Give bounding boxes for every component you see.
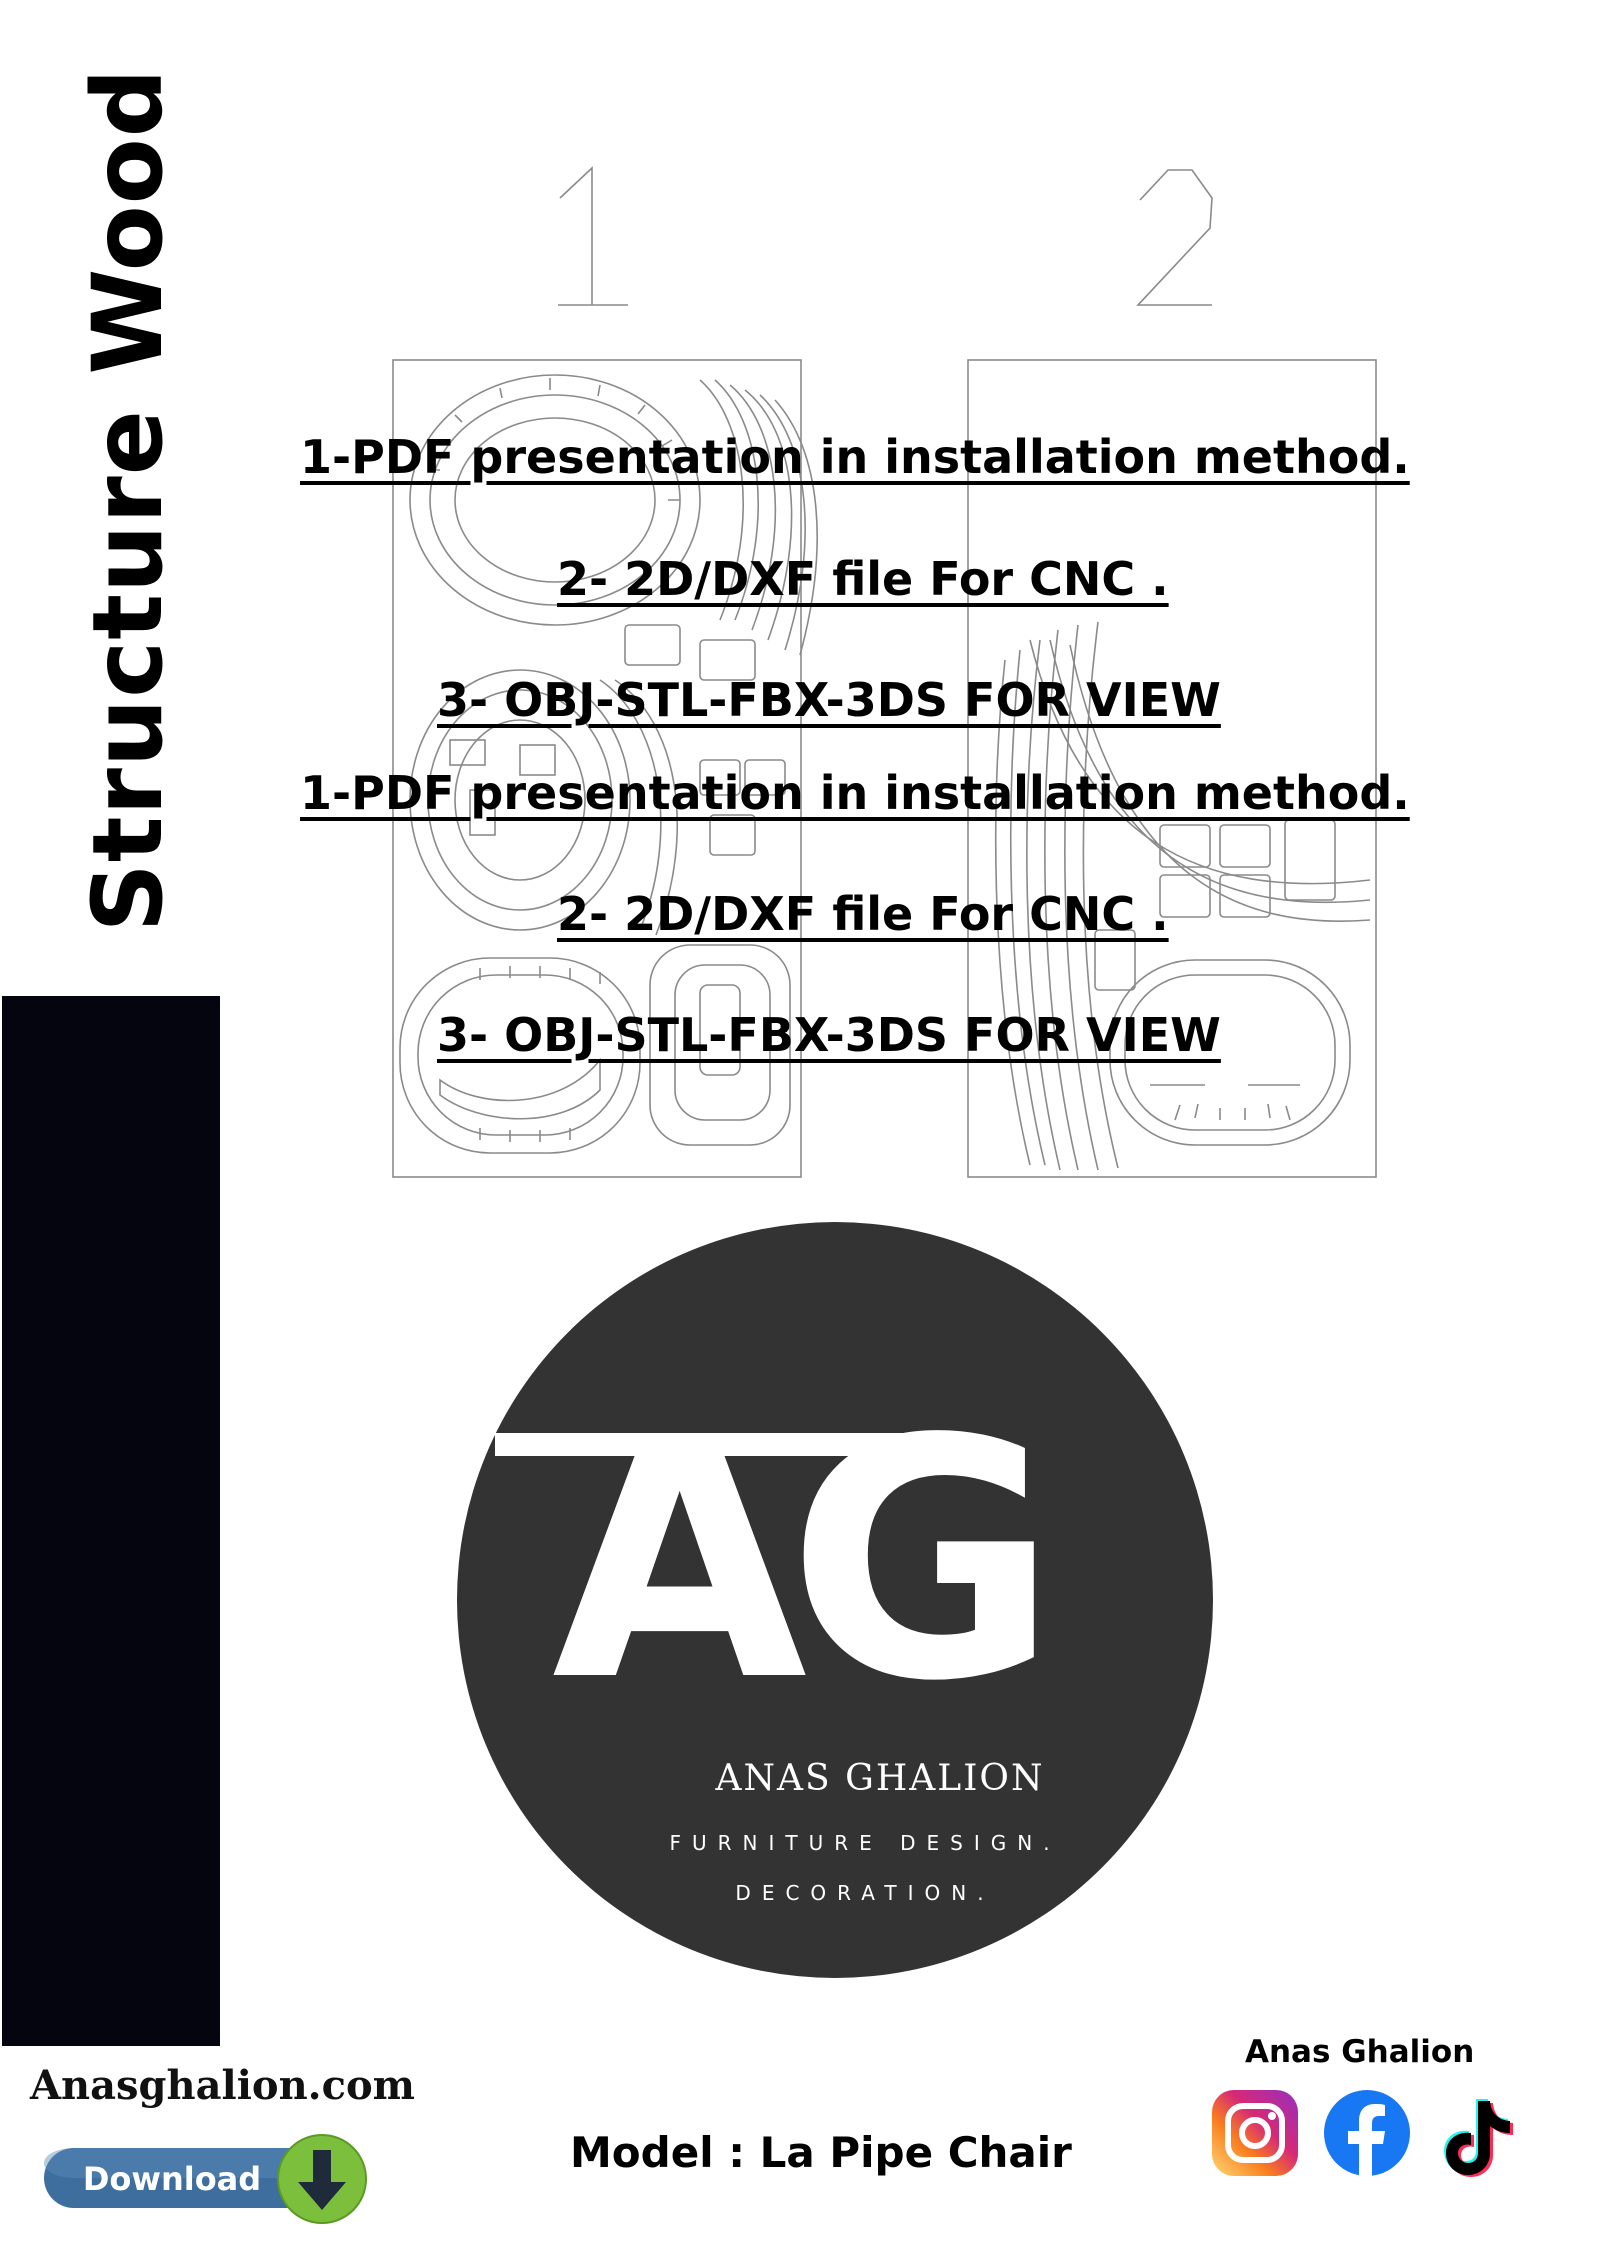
feature-line-2-repeat: 2- 2D/DXF file For CNC .: [557, 887, 1169, 941]
model-name: Model : La Pipe Chair: [570, 2128, 1072, 2177]
logo-tagline-2: DECORATION.: [735, 1881, 995, 1905]
logo-name: ANAS GHALION: [715, 1758, 1045, 1799]
download-button[interactable]: [42, 2132, 370, 2227]
sheet-number-2: [1138, 170, 1212, 305]
brand-logo: [455, 1220, 1215, 1980]
website-link[interactable]: Anasghalion.com: [30, 2062, 415, 2109]
tiktok-icon[interactable]: [1428, 2088, 1518, 2178]
feature-line-1: 1-PDF presentation in installation method.: [300, 430, 1410, 484]
side-title: Structure Wood: [72, 67, 184, 933]
feature-line-3: 3- OBJ-STL-FBX-3DS FOR VIEW: [437, 673, 1221, 727]
download-arrow-icon: [278, 2135, 366, 2223]
sheet-number-1: [558, 168, 628, 305]
side-title-area: [0, 0, 200, 933]
download-label: Download: [82, 2160, 262, 2198]
author-name: Anas Ghalion: [1245, 2034, 1475, 2070]
logo-monogram: AG: [551, 1369, 1039, 1753]
feature-line-1-repeat: 1-PDF presentation in installation method.: [300, 766, 1410, 820]
black-side-bar: [2, 996, 220, 2046]
feature-line-2: 2- 2D/DXF file For CNC .: [557, 552, 1169, 606]
logo-tagline-1: FURNITURE DESIGN.: [669, 1831, 1061, 1855]
instagram-icon[interactable]: [1210, 2088, 1300, 2178]
facebook-icon[interactable]: [1322, 2088, 1412, 2178]
feature-line-3-repeat: 3- OBJ-STL-FBX-3DS FOR VIEW: [437, 1008, 1221, 1062]
